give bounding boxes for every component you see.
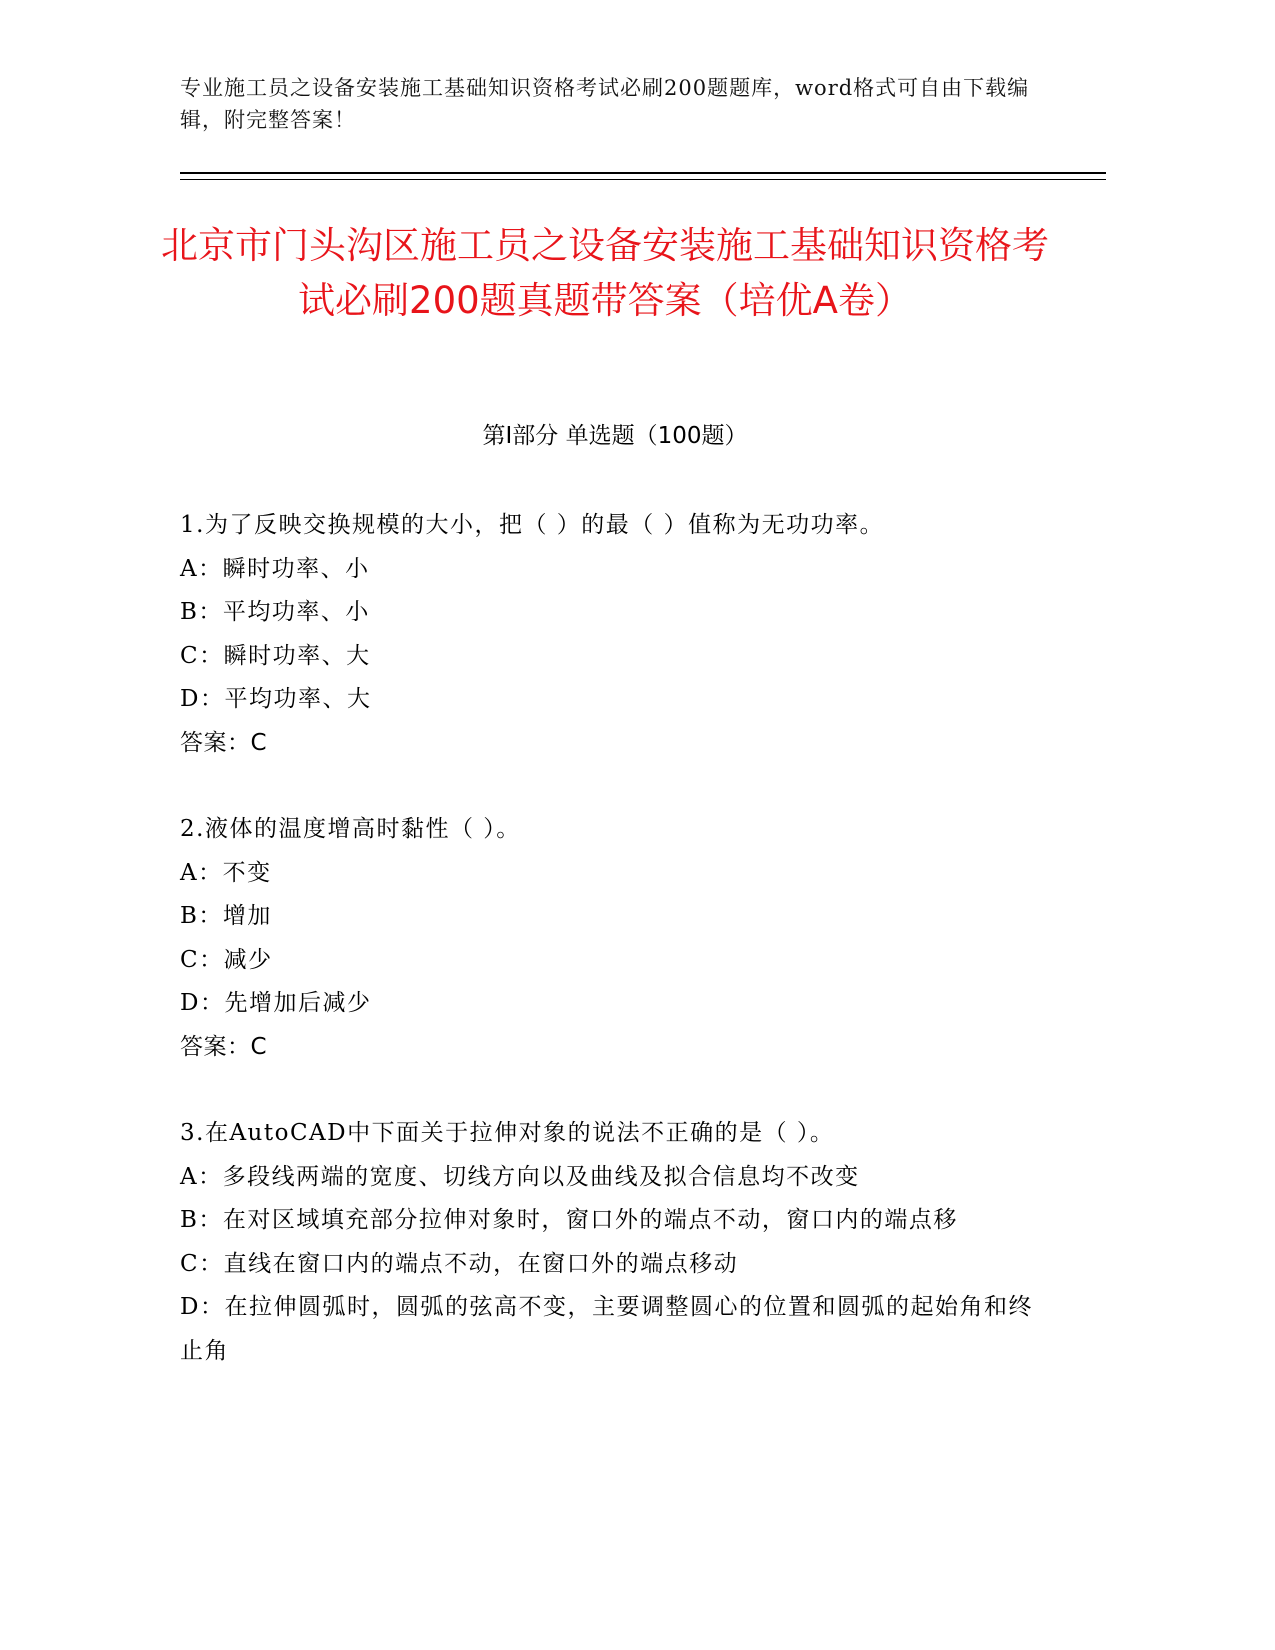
document-header-note: 专业施工员之设备安装施工基础知识资格考试必刷200题题库，word格式可自由下载编辑，附完整答案！: [180, 76, 1030, 132]
option-a: A：瞬时功率、小: [180, 555, 370, 582]
document-title: 北京市门头沟区施工员之设备安装施工基础知识资格考试必刷200题真题带答案（培优A卷）: [161, 224, 1049, 322]
option-c: C：减少: [180, 946, 273, 973]
question-list: [180, 504, 1040, 1416]
question-stem: 1.为了反映交换规模的大小，把（ ）的最（ ）值称为无功功率。: [180, 512, 885, 538]
answer: 答案：C: [180, 1033, 268, 1060]
question-stem: 3.在AutoCAD中下面关于拉伸对象的说法不正确的是（ ）。: [180, 1120, 835, 1146]
option-a: A：多段线两端的宽度、切线方向以及曲线及拟合信息均不改变: [180, 1163, 860, 1190]
question-stem: 2.液体的温度增高时黏性（ ）。: [180, 816, 521, 842]
option-d: D：平均功率、大: [180, 686, 372, 712]
header-divider-thin: [180, 179, 1106, 180]
question-3: [180, 1112, 1040, 1373]
option-a: A：不变: [180, 859, 272, 886]
option-c: C：瞬时功率、大: [180, 642, 371, 669]
option-b: B：在对区域填充部分拉伸对象时，窗口外的端点不动，窗口内的端点移: [180, 1207, 958, 1233]
option-c: C：直线在窗口内的端点不动，在窗口外的端点移动: [180, 1250, 739, 1277]
section-heading: 第Ⅰ部分 单选题（100题）: [482, 423, 748, 449]
question-2: [180, 808, 1040, 1069]
option-d: D：在拉伸圆弧时，圆弧的弦高不变，主要调整圆心的位置和圆弧的起始角和终止角: [180, 1294, 1033, 1364]
answer: 答案：C: [180, 729, 268, 756]
option-b: B：增加: [180, 903, 272, 929]
option-d: D：先增加后减少: [180, 990, 372, 1016]
option-b: B：平均功率、小: [180, 599, 370, 625]
question-1: [180, 504, 1040, 765]
header-divider-thick: [180, 172, 1106, 174]
